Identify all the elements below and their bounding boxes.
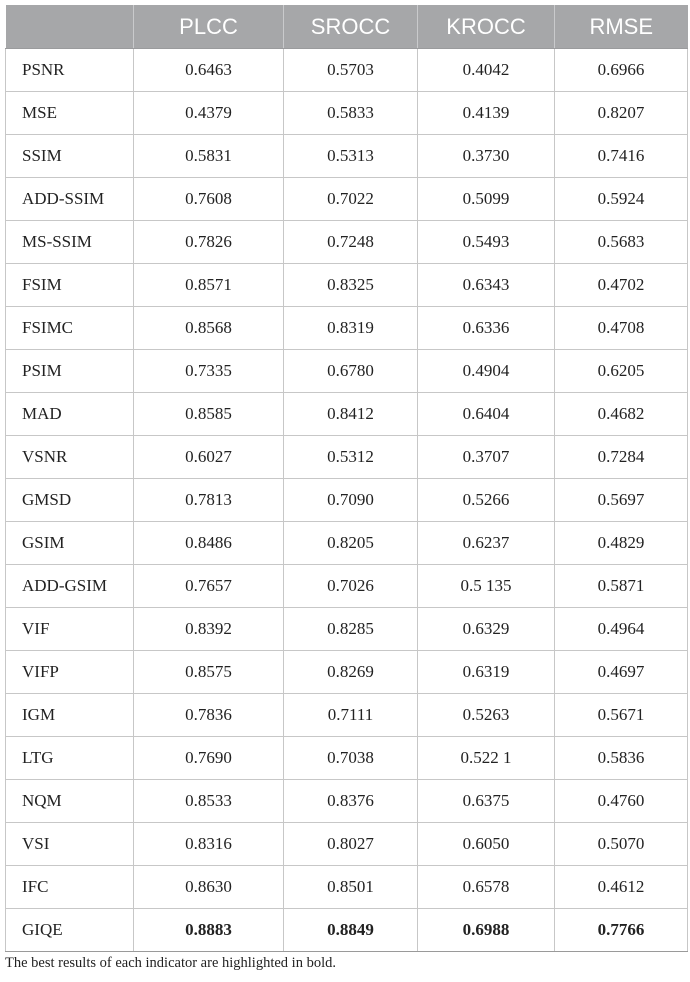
- table-row: [6, 479, 688, 522]
- cell-plcc: 0.6027: [134, 436, 284, 479]
- cell-method: LTG: [6, 737, 134, 780]
- cell-method: IGM: [6, 694, 134, 737]
- cell-srocc: 0.7248: [284, 221, 418, 264]
- table-row: [6, 608, 688, 651]
- table-row: [6, 866, 688, 909]
- table-row: [6, 780, 688, 823]
- cell-rmse: 0.4708: [555, 307, 688, 350]
- cell-krocc: 0.6375: [418, 780, 555, 823]
- cell-method: VSNR: [6, 436, 134, 479]
- cell-srocc: 0.7038: [284, 737, 418, 780]
- cell-srocc: 0.7022: [284, 178, 418, 221]
- cell-krocc: 0.3707: [418, 436, 555, 479]
- cell-srocc: 0.8269: [284, 651, 418, 694]
- cell-srocc: 0.8205: [284, 522, 418, 565]
- cell-plcc: 0.8883: [134, 909, 284, 952]
- cell-plcc: 0.5831: [134, 135, 284, 178]
- cell-method: PSNR: [6, 49, 134, 92]
- cell-srocc: 0.8319: [284, 307, 418, 350]
- cell-rmse: 0.7416: [555, 135, 688, 178]
- cell-krocc: 0.6319: [418, 651, 555, 694]
- cell-rmse: 0.4702: [555, 264, 688, 307]
- header-cell-method: [6, 5, 134, 49]
- cell-krocc: 0.522 1: [418, 737, 555, 780]
- cell-method: MS-SSIM: [6, 221, 134, 264]
- cell-rmse: 0.4612: [555, 866, 688, 909]
- cell-krocc: 0.5266: [418, 479, 555, 522]
- cell-krocc: 0.5263: [418, 694, 555, 737]
- cell-krocc: 0.6988: [418, 909, 555, 952]
- cell-method: FSIM: [6, 264, 134, 307]
- table-row: [6, 823, 688, 866]
- cell-method: ADD-SSIM: [6, 178, 134, 221]
- cell-srocc: 0.5312: [284, 436, 418, 479]
- cell-krocc: 0.6336: [418, 307, 555, 350]
- cell-plcc: 0.8533: [134, 780, 284, 823]
- cell-srocc: 0.5703: [284, 49, 418, 92]
- header-cell-rmse: RMSE: [555, 5, 688, 49]
- table-row: [6, 350, 688, 393]
- cell-plcc: 0.8316: [134, 823, 284, 866]
- header-cell-plcc: PLCC: [134, 5, 284, 49]
- cell-srocc: 0.6780: [284, 350, 418, 393]
- table-row: [6, 436, 688, 479]
- table-row: [6, 49, 688, 92]
- cell-srocc: 0.8376: [284, 780, 418, 823]
- cell-plcc: 0.6463: [134, 49, 284, 92]
- cell-krocc: 0.6050: [418, 823, 555, 866]
- cell-plcc: 0.7657: [134, 565, 284, 608]
- cell-srocc: 0.8027: [284, 823, 418, 866]
- cell-rmse: 0.5070: [555, 823, 688, 866]
- table-header: [6, 5, 688, 49]
- cell-rmse: 0.4964: [555, 608, 688, 651]
- table-body: [6, 49, 688, 952]
- table-row: [6, 909, 688, 952]
- cell-method: FSIMC: [6, 307, 134, 350]
- cell-plcc: 0.7608: [134, 178, 284, 221]
- cell-srocc: 0.7026: [284, 565, 418, 608]
- cell-srocc: 0.7111: [284, 694, 418, 737]
- cell-krocc: 0.5 135: [418, 565, 555, 608]
- cell-method: GIQE: [6, 909, 134, 952]
- cell-rmse: 0.4682: [555, 393, 688, 436]
- cell-rmse: 0.5671: [555, 694, 688, 737]
- cell-plcc: 0.7826: [134, 221, 284, 264]
- cell-krocc: 0.6578: [418, 866, 555, 909]
- cell-rmse: 0.7766: [555, 909, 688, 952]
- cell-srocc: 0.7090: [284, 479, 418, 522]
- cell-krocc: 0.6404: [418, 393, 555, 436]
- cell-krocc: 0.6343: [418, 264, 555, 307]
- header-cell-srocc: SROCC: [284, 5, 418, 49]
- cell-rmse: 0.5683: [555, 221, 688, 264]
- cell-rmse: 0.5871: [555, 565, 688, 608]
- cell-krocc: 0.4042: [418, 49, 555, 92]
- cell-srocc: 0.5313: [284, 135, 418, 178]
- cell-krocc: 0.5493: [418, 221, 555, 264]
- cell-rmse: 0.4829: [555, 522, 688, 565]
- cell-rmse: 0.4697: [555, 651, 688, 694]
- cell-plcc: 0.8575: [134, 651, 284, 694]
- cell-plcc: 0.7335: [134, 350, 284, 393]
- cell-method: VIFP: [6, 651, 134, 694]
- cell-method: PSIM: [6, 350, 134, 393]
- cell-plcc: 0.8630: [134, 866, 284, 909]
- cell-plcc: 0.8568: [134, 307, 284, 350]
- results-table-container: [5, 5, 687, 952]
- table-row: [6, 221, 688, 264]
- cell-plcc: 0.8392: [134, 608, 284, 651]
- cell-srocc: 0.8412: [284, 393, 418, 436]
- cell-rmse: 0.6205: [555, 350, 688, 393]
- cell-rmse: 0.8207: [555, 92, 688, 135]
- cell-krocc: 0.4139: [418, 92, 555, 135]
- cell-plcc: 0.4379: [134, 92, 284, 135]
- cell-plcc: 0.8585: [134, 393, 284, 436]
- cell-krocc: 0.6329: [418, 608, 555, 651]
- cell-method: ADD-GSIM: [6, 565, 134, 608]
- table-row: [6, 393, 688, 436]
- cell-plcc: 0.7813: [134, 479, 284, 522]
- table-footnote: The best results of each indicator are highlighted in bold.: [5, 955, 336, 971]
- table-row: [6, 651, 688, 694]
- cell-method: MAD: [6, 393, 134, 436]
- table-row: [6, 307, 688, 350]
- cell-krocc: 0.5099: [418, 178, 555, 221]
- table-row: [6, 522, 688, 565]
- cell-rmse: 0.5697: [555, 479, 688, 522]
- cell-method: SSIM: [6, 135, 134, 178]
- table-row: [6, 178, 688, 221]
- cell-plcc: 0.8486: [134, 522, 284, 565]
- header-cell-krocc: KROCC: [418, 5, 555, 49]
- cell-srocc: 0.8285: [284, 608, 418, 651]
- results-table: [5, 5, 688, 952]
- cell-krocc: 0.6237: [418, 522, 555, 565]
- table-row: [6, 737, 688, 780]
- cell-method: NQM: [6, 780, 134, 823]
- cell-method: IFC: [6, 866, 134, 909]
- cell-plcc: 0.8571: [134, 264, 284, 307]
- cell-method: MSE: [6, 92, 134, 135]
- table-row: [6, 694, 688, 737]
- cell-srocc: 0.8325: [284, 264, 418, 307]
- cell-plcc: 0.7690: [134, 737, 284, 780]
- cell-srocc: 0.5833: [284, 92, 418, 135]
- cell-plcc: 0.7836: [134, 694, 284, 737]
- table-row: [6, 264, 688, 307]
- cell-krocc: 0.4904: [418, 350, 555, 393]
- cell-rmse: 0.5836: [555, 737, 688, 780]
- cell-method: VSI: [6, 823, 134, 866]
- header-row: [6, 5, 688, 49]
- cell-method: VIF: [6, 608, 134, 651]
- cell-srocc: 0.8849: [284, 909, 418, 952]
- cell-method: GMSD: [6, 479, 134, 522]
- table-row: [6, 92, 688, 135]
- cell-srocc: 0.8501: [284, 866, 418, 909]
- cell-rmse: 0.4760: [555, 780, 688, 823]
- cell-rmse: 0.5924: [555, 178, 688, 221]
- cell-method: GSIM: [6, 522, 134, 565]
- table-row: [6, 565, 688, 608]
- cell-rmse: 0.7284: [555, 436, 688, 479]
- cell-rmse: 0.6966: [555, 49, 688, 92]
- cell-krocc: 0.3730: [418, 135, 555, 178]
- table-row: [6, 135, 688, 178]
